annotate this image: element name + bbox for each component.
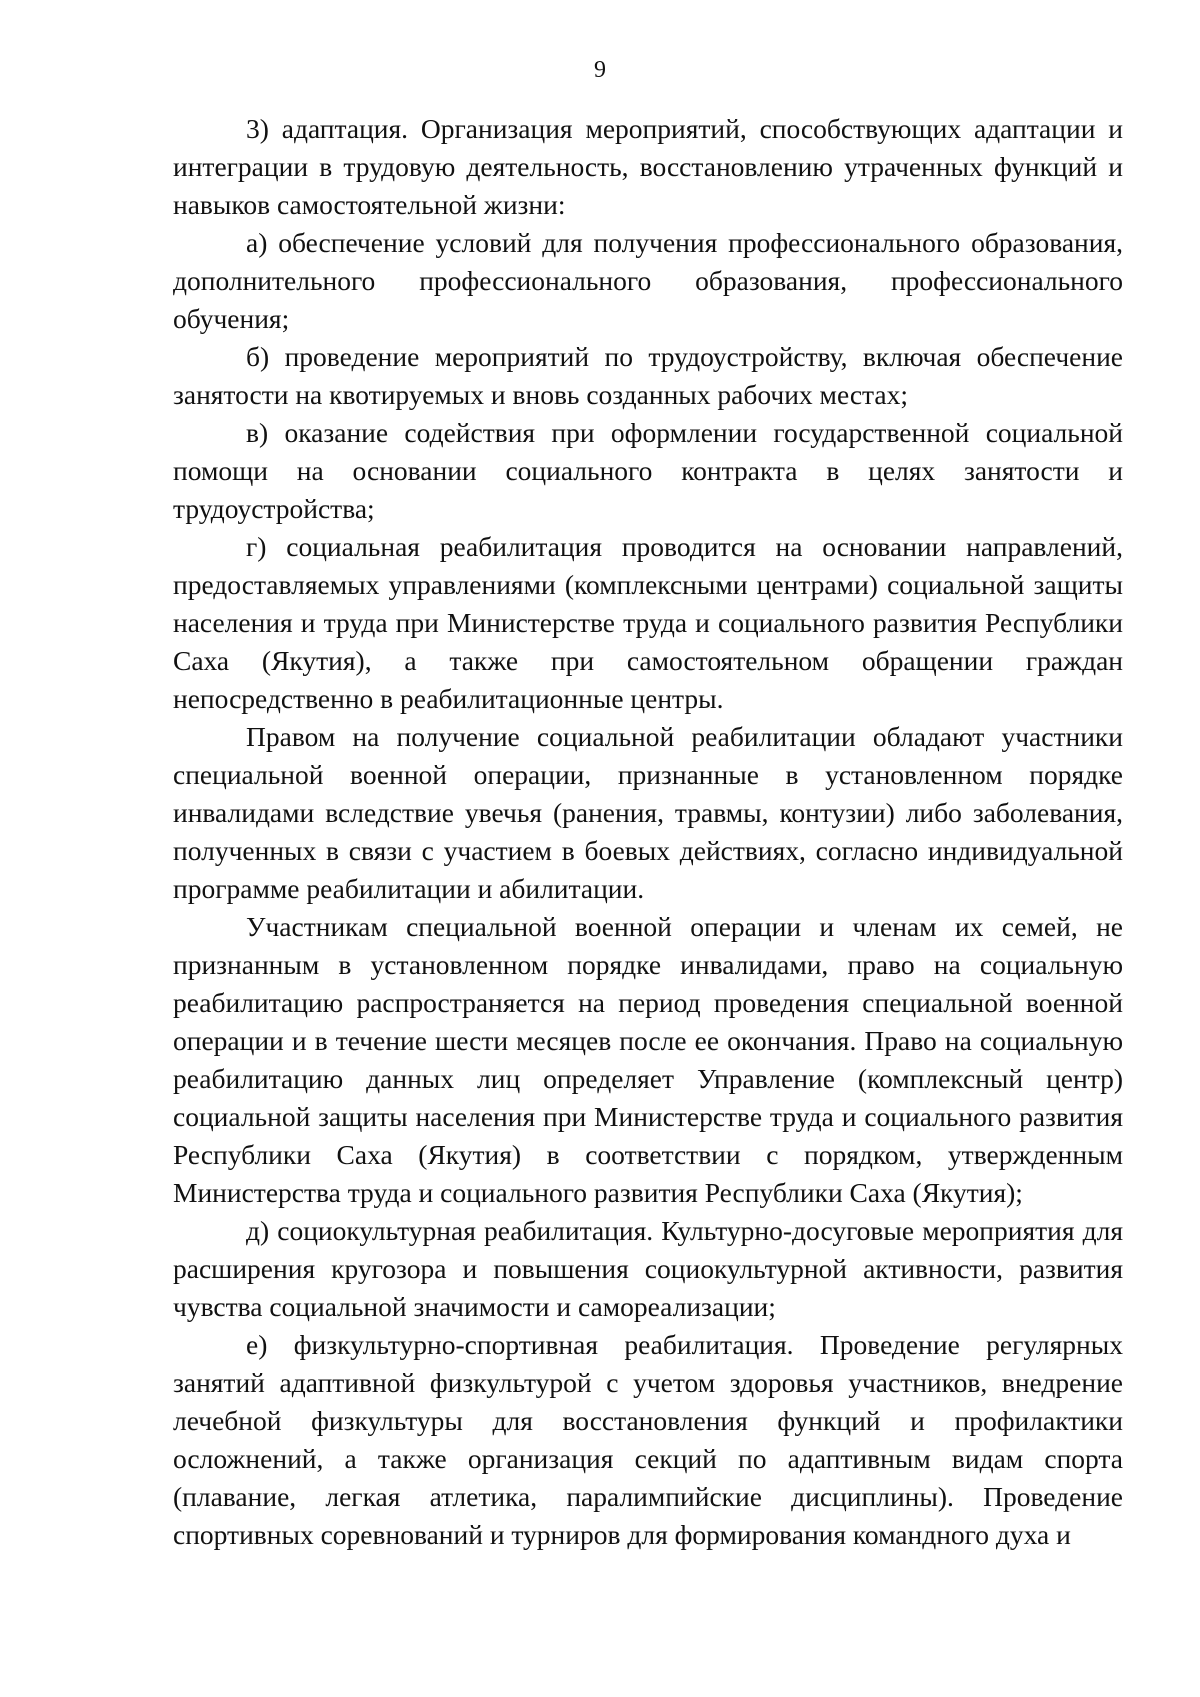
paragraph-item-g: г) социальная реабилитация проводится на основании направлений, предоставляемых управлениями (комплексными центрами) социальной защиты населения и труда при Министерстве труда и социального развития Республики Саха (Якутия), а также при самостоятельном обращении граждан непосредственно в реабилитационные центры. xyxy=(173,531,1123,714)
paragraph-item-e: е) физкультурно-спортивная реабилитация. Проведение регулярных занятий адаптивной физкультурой с учетом здоровья участников, внедрение лечебной физкультуры для восстановления функций и профилактики осложнений, а также организация секций по адаптивным видам спорта (плавание, легкая атлетика, паралимпийские дисциплины). Проведение спортивных соревнований и турниров для формирования командного духа и xyxy=(173,1329,1123,1550)
paragraph-item-v: в) оказание содействия при оформлении государственной социальной помощи на основании социального контракта в целях занятости и трудоустройства; xyxy=(173,417,1123,524)
paragraph-adaptation: 3) адаптация. Организация мероприятий, способствующих адаптации и интеграции в трудовую деятельность, восстановлению утраченных функций и навыков самостоятельной жизни: xyxy=(173,113,1123,220)
page-number: 9 xyxy=(594,57,606,83)
paragraph-item-b: б) проведение мероприятий по трудоустройству, включая обеспечение занятости на квотируемых и вновь созданных рабочих местах; xyxy=(173,341,1123,410)
paragraph-item-d: д) социокультурная реабилитация. Культурно-досуговые мероприятия для расширения кругозора и повышения социокультурной активности, развития чувства социальной значимости и самореализации; xyxy=(173,1215,1123,1322)
paragraph-right-to-rehabilitation: Правом на получение социальной реабилитации обладают участники специальной военной операции, признанные в установленном порядке инвалидами вследствие увечья (ранения, травмы, контузии) либо заболевания, полученных в связи с участием в боевых действиях, согласно индивидуальной программе реабилитации и абилитации. xyxy=(173,721,1123,904)
document-body xyxy=(173,110,1123,1554)
paragraph-family-members: Участникам специальной военной операции и членам их семей, не признанным в установленном порядке инвалидами, право на социальную реабилитацию распространяется на период проведения специальной военной операции и в течение шести месяцев после ее окончания. Право на социальную реабилитацию данных лиц определяет Управление (комплексный центр) социальной защиты населения при Министерстве труда и социального развития Республики Саха (Якутия) в соответствии с порядком, утвержденным Министерства труда и социального развития Республики Саха (Якутия); xyxy=(173,911,1123,1208)
paragraph-item-a: а) обеспечение условий для получения профессионального образования, дополнительного профессионального образования, профессионального обучения; xyxy=(173,227,1123,334)
